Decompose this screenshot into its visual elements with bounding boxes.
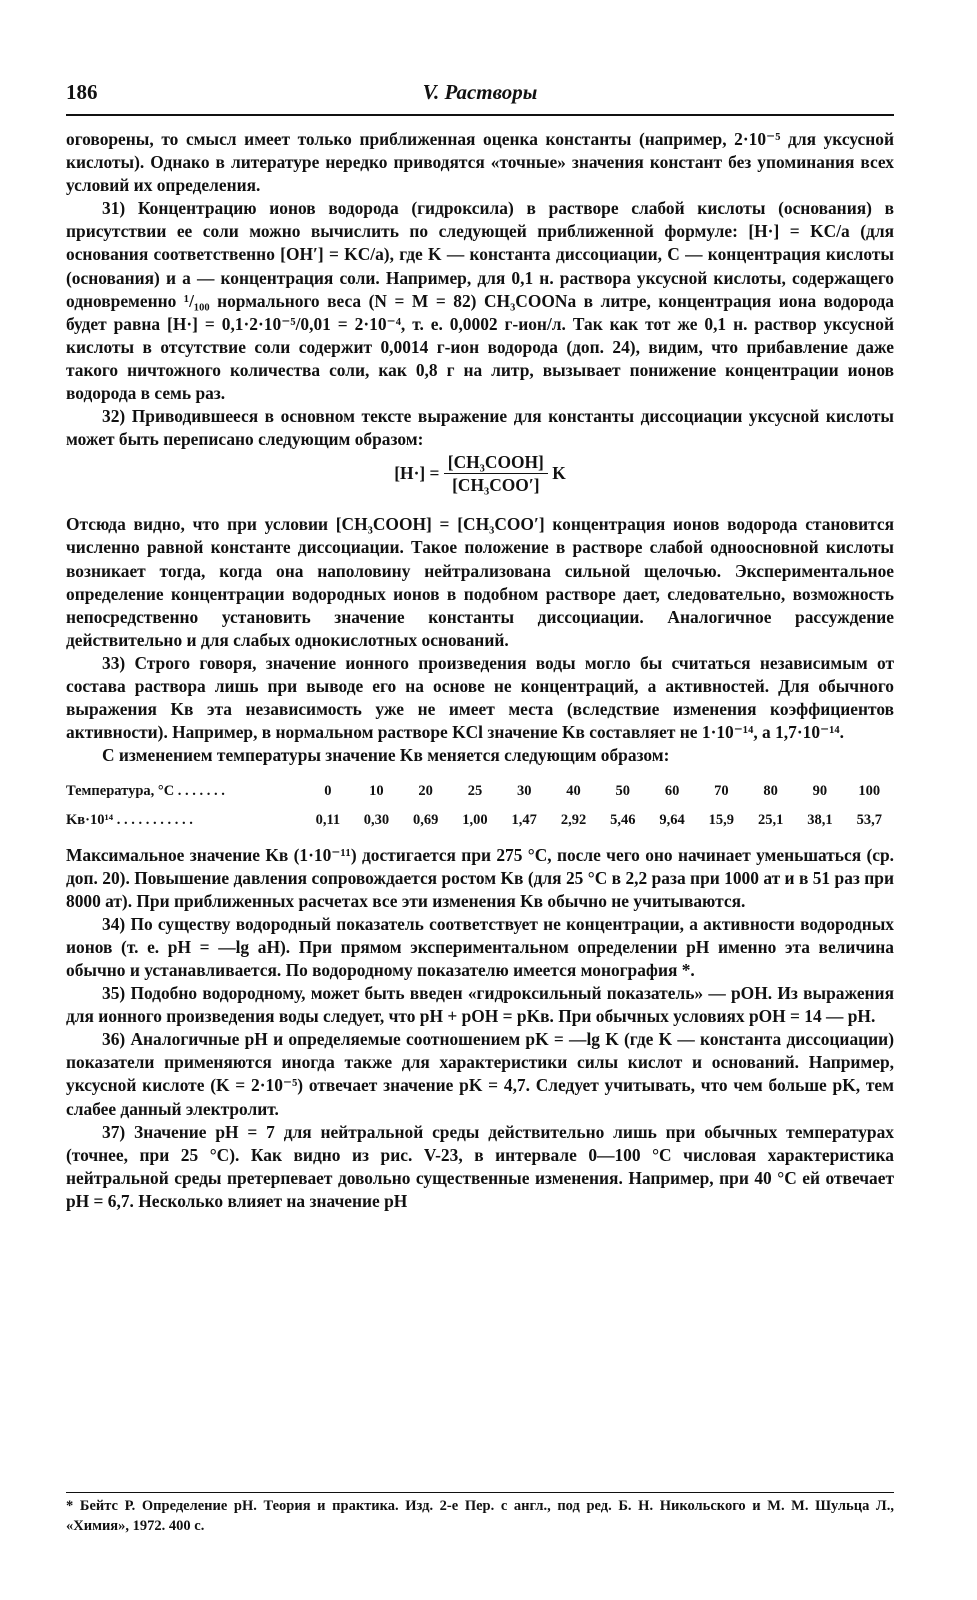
table-cell: 80 <box>763 783 778 800</box>
table-cell: 38,1 <box>807 812 833 829</box>
table-cell: 1,47 <box>511 812 537 829</box>
table-cell: 2,92 <box>560 812 587 829</box>
table-cell: 40 <box>566 783 581 800</box>
table-cell: 50 <box>615 783 631 800</box>
table-cell: 53,7 <box>856 812 882 829</box>
paragraph-33-table-intro: С изменением температуры значение Kв меняется следующим образом: <box>102 745 670 766</box>
formula-denominator: [CH₃COO′] <box>452 475 540 496</box>
table-row-label: Kв·10¹⁴ . . . . . . . . . . . <box>66 812 193 829</box>
paragraph-37: 37) Значение pH = 7 для нейтральной среды действительно лишь при обычных температурах (точнее, при 25 °C). Как видно из рис. V-23, в интервале 0—100 °C числовая характеристика нейтральной среды претерпевает довольно существенные изменения. Например, при 40 °C ей отвечает pH = 6,7. Несколько влияет на значение pH <box>66 1121 894 1211</box>
table-cell: 0 <box>324 783 332 800</box>
table-row <box>66 777 894 806</box>
table-cell: 70 <box>714 783 729 800</box>
chapter-title: V. Растворы <box>422 80 538 104</box>
paragraph-32-continued: Отсюда видно, что при условии [CH₃COOH] = [CH₃COO′] концентрация ионов водорода становится численно равной константе диссоциации. Такое положение в растворе слабой одноосновной кислоты возникает тогда, когда она наполовину нейтрализована сильной щелочью. Экспериментальное определение концентрации водородных ионов в подобном растворе дает, следовательно, возможность непосредственно установить значение константы диссоциации. Аналогичное рассуждение действительно и для слабых однокислотных оснований. <box>66 514 894 650</box>
running-header <box>66 80 894 116</box>
dissociation-formula <box>66 451 894 513</box>
table-cell: 100 <box>858 783 881 800</box>
table-cell: 5,46 <box>610 812 636 829</box>
table-cell: 10 <box>369 783 384 800</box>
table-cell: 9,64 <box>659 812 685 829</box>
formula-numerator: [CH₃COOH] <box>444 451 548 474</box>
paragraph-34: 34) По существу водородный показатель соответствует не концентрации, а активности водородных ионов (т. е. pH = —lg aH). При прямом экспериментальном определении pH именно эта величина обычно и устанавливается. По водородному показателю имеется монография *. <box>66 913 894 980</box>
table-cell: 25,1 <box>757 812 784 829</box>
paragraph-33: 33) Строго говоря, значение ионного произведения воды могло бы считаться независимым от состава раствора лишь при выводе его на основе не концентраций, а активностей. Для обычного выражения Kв эта независимость уже не имеет места (вследствие изменения коэффициентов активности). Например, в нормальном растворе KCl значение Kв составляет не 1·10⁻¹⁴, а 1,7·10⁻¹⁴. <box>66 652 894 743</box>
formula-fraction <box>444 451 548 496</box>
table-cell: 0,69 <box>412 812 439 829</box>
table-cell: 15,9 <box>708 812 735 829</box>
formula-rhs: K <box>552 463 566 484</box>
footnote: * Бейтс Р. Определение pH. Теория и практика. Изд. 2-е Пер. с англ., под ред. Б. Н. Никольского и М. М. Шульца Л., «Химия», 1972. 400 с. <box>66 1498 894 1534</box>
paragraph-33-continued: Максимальное значение Kв (1·10⁻¹¹) достигается при 275 °C, после чего оно начинает уменьшаться (ср. доп. 20). Повышение давления сопровождается ростом Kв (для 25 °C в 2,2 раза при 1000 ат и в 51 раз при 8000 ат). При приближенных расчетах все эти изменения Kв обычно не учитываются. <box>66 844 894 911</box>
table-cell: 1,00 <box>462 812 488 829</box>
table-cell: 90 <box>812 783 828 800</box>
paragraph-35: 35) Подобно водородному, может быть введен «гидроксильный показатель» — pOH. Из выражения для ионного произведения воды следует, что pH + pOH = pKв. При обычных условиях pOH = 14 — pH. <box>66 983 894 1027</box>
table-cell: 25 <box>467 783 483 800</box>
table-cell: 60 <box>664 783 680 800</box>
page-number: 186 <box>66 80 98 104</box>
paragraph-continuation: оговорены, то смысл имеет только приближенная оценка константы (например, 2·10⁻⁵ для уксусной кислоты). Однако в литературе нередко приводятся «точные» значения констант без упоминания всех условий их определения. <box>66 129 894 196</box>
table-cell: 0,30 <box>363 812 390 829</box>
paragraph-32: 32) Приводившееся в основном тексте выражение для константы диссоциации уксусной кислоты может быть переписано следующим образом: <box>66 406 894 450</box>
table-row <box>66 806 894 835</box>
table-cell: 20 <box>418 783 433 800</box>
table-cell: 0,11 <box>315 812 341 829</box>
paragraph-31: 31) Концентрацию ионов водорода (гидроксила) в растворе слабой кислоты (основания) в присутствии ее соли можно вычислить по следующей приближенной формуле: [H·] = KC/a (для основания соответственно [OH′] = KC/a), где K — константа диссоциации, C — концентрация кислоты (основания) и a — концентрация соли. Например, для 0,1 н. раствора уксусной кислоты, содержащего одновременно ¹/₁₀₀ нормального веса (N = M = 82) CH₃COONa в литре, концентрация иона водорода будет равна [H·] = 0,1·2·10⁻⁵/0,01 = 2·10⁻⁴, т. е. 0,0002 г-ион/л. Так как тот же 0,1 н. раствор уксусной кислоты в отсутствие соли содержит 0,0014 г-ион водорода (доп. 24), видим, что прибавление даже такого ничтожного количества соли, как 0,8 г на литр, вызывает понижение концентрации ионов водорода в семь раз. <box>66 198 894 404</box>
main-text <box>66 128 894 1213</box>
formula-lhs: [H·] = <box>394 463 440 484</box>
paragraph-36: 36) Аналогичные pH и определяемые соотношением pK = —lg K (где K — константа диссоциации) показатели применяются иногда также для характеристики силы кислот и оснований. Например, уксусной кислоте (K = 2·10⁻⁵) отвечает значение pK = 4,7. Следует учитывать, что чем больше pK, тем слабее данный электролит. <box>66 1029 894 1119</box>
footnote-divider <box>66 1492 894 1493</box>
table-row-label: Температура, °C . . . . . . . <box>66 783 225 800</box>
kw-temperature-table <box>66 777 894 835</box>
table-cell: 30 <box>516 783 532 800</box>
